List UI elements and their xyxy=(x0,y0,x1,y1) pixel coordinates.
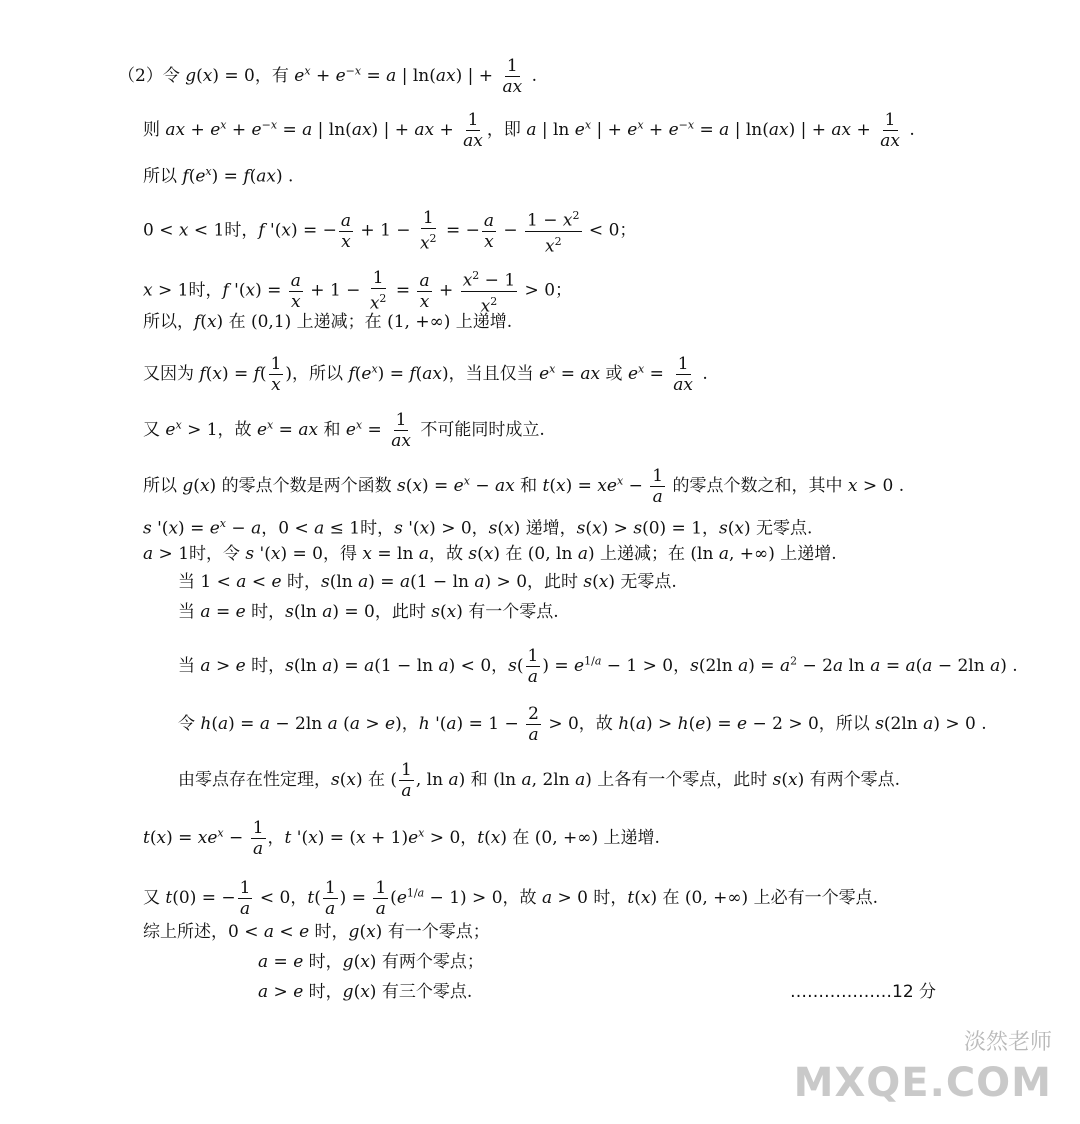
solution-line-5: x > 1时，f '(x) = $\frac{a}{x}$ + 1 − $\frac{1}{x^2}$ = $\frac{a}{x}$ + $\frac{x^2 - 1}{x^2}$ > 0； xyxy=(143,266,572,316)
solution-line-3: 所以 $f(e^x) = f(ax)$ . xyxy=(143,165,294,187)
solution-line-14: 当 a > e 时，s(ln a) = a(1 − ln a) < 0，s( $\frac{1}{a}$ ) = $e^{1/a} - 1 > 0$，s(2ln $a) = a^2 - 2a$ ln a = a(a − 2ln a) . xyxy=(178,646,1018,687)
solution-line-15: 令 h(a) = a − 2ln a (a > e)，h '(a) = 1 − $\frac{2}{a}$ > 0，故 h(a) > h(e) = e − 2 > 0，所以 s(2ln a) > 0 . xyxy=(178,704,987,745)
solution-line-19: 综上所述，0 < a < e 时，g(x) 有一个零点； xyxy=(143,922,490,942)
solution-line-1: （2）令 g(x) = 0，有 $e^x + e^{-x} = a$ | ln(ax) | + $\frac{1}{ax}$ . xyxy=(118,56,537,97)
solution-line-16: 由零点存在性定理，s(x) 在 ( $\frac{1}{a}$ , ln a) 和 (ln a, 2ln a) 上各有一个零点，此时 s(x) 有两个零点. xyxy=(178,760,901,801)
solution-line-13: 当 a = e 时，s(ln a) = 0，此时 s(x) 有一个零点. xyxy=(178,602,559,622)
solution-line-12: 当 1 < a < e 时，s(ln a) = a(1 − ln a) > 0，此时 s(x) 无零点. xyxy=(178,572,677,592)
watermark-author: 淡然老师 xyxy=(963,1030,1052,1055)
solution-line-8: 又 $e^x > 1$，故 $e^x$ = ax 和 $e^x$ = $\frac{1}{ax}$ 不可能同时成立. xyxy=(143,410,545,451)
solution-line-17: $t(x) = xe^x$ − $\frac{1}{a}$ ，t '$(x) = (x + 1)e^x > 0$，t(x) 在 (0, +∞) 上递增. xyxy=(143,818,660,859)
solution-line-7: 又因为 f(x) = f( $\frac{1}{x}$ )，所以 $f(e^x) = f(ax)$，当且仅当 $e^x$ = ax 或 $e^x$ = $\frac{1}{ax}$ . xyxy=(143,354,708,395)
solution-line-9: 所以 g(x) 的零点个数是两个函数 $s(x) = e^x$ − ax 和 $t(x) = xe^x$ − $\frac{1}{a}$ 的零点个数之和，其中 x > 0 . xyxy=(143,466,905,507)
solution-line-6: 所以，f(x) 在 (0,1) 上递减；在 (1, +∞) 上递增. xyxy=(143,312,513,332)
score-label: ………………12 分 xyxy=(790,982,937,1002)
solution-line-10: s '$(x) = e^x - a$，0 < a ≤ 1时，s '(x) > 0，s(x) 递增，s(x) > s(0) = 1，s(x) 无零点. xyxy=(143,517,813,539)
solution-line-2: 则 ax + $e^x + e^{-x} = a$ | ln(ax) | + ax + $\frac{1}{ax}$ ，即 a | $\ln e^x$ | + $e^x + e^{-x} = a$ | ln(ax) | + ax + $\frac{1}{ax}$ . xyxy=(143,110,915,151)
solution-line-4: 0 < x < 1时，f '(x) = − $\frac{a}{x}$ + 1 − $\frac{1}{x^2}$ = − $\frac{a}{x}$ − $\frac{1 - x^2}{x^2}$ < 0； xyxy=(143,206,636,256)
solution-line-18: 又 t(0) = − $\frac{1}{a}$ < 0，t( $\frac{1}{a}$ ) = $\frac{1}{a}$ $(e^{1/a} - 1) > 0$，故 a > 0 时，t(x) 在 (0, +∞) 上必有一个零点. xyxy=(143,878,878,919)
watermark-site: MXQE.COM xyxy=(793,1060,1052,1106)
solution-line-21: a > e 时，g(x) 有三个零点. xyxy=(258,982,473,1002)
watermark xyxy=(794,1025,1052,1106)
solution-line-11: a > 1时，令 s '(x) = 0，得 x = ln a，故 s(x) 在 (0, ln a) 上递减；在 (ln a, +∞) 上递增. xyxy=(143,544,837,564)
solution-line-20: a = e 时，g(x) 有两个零点； xyxy=(258,952,484,972)
